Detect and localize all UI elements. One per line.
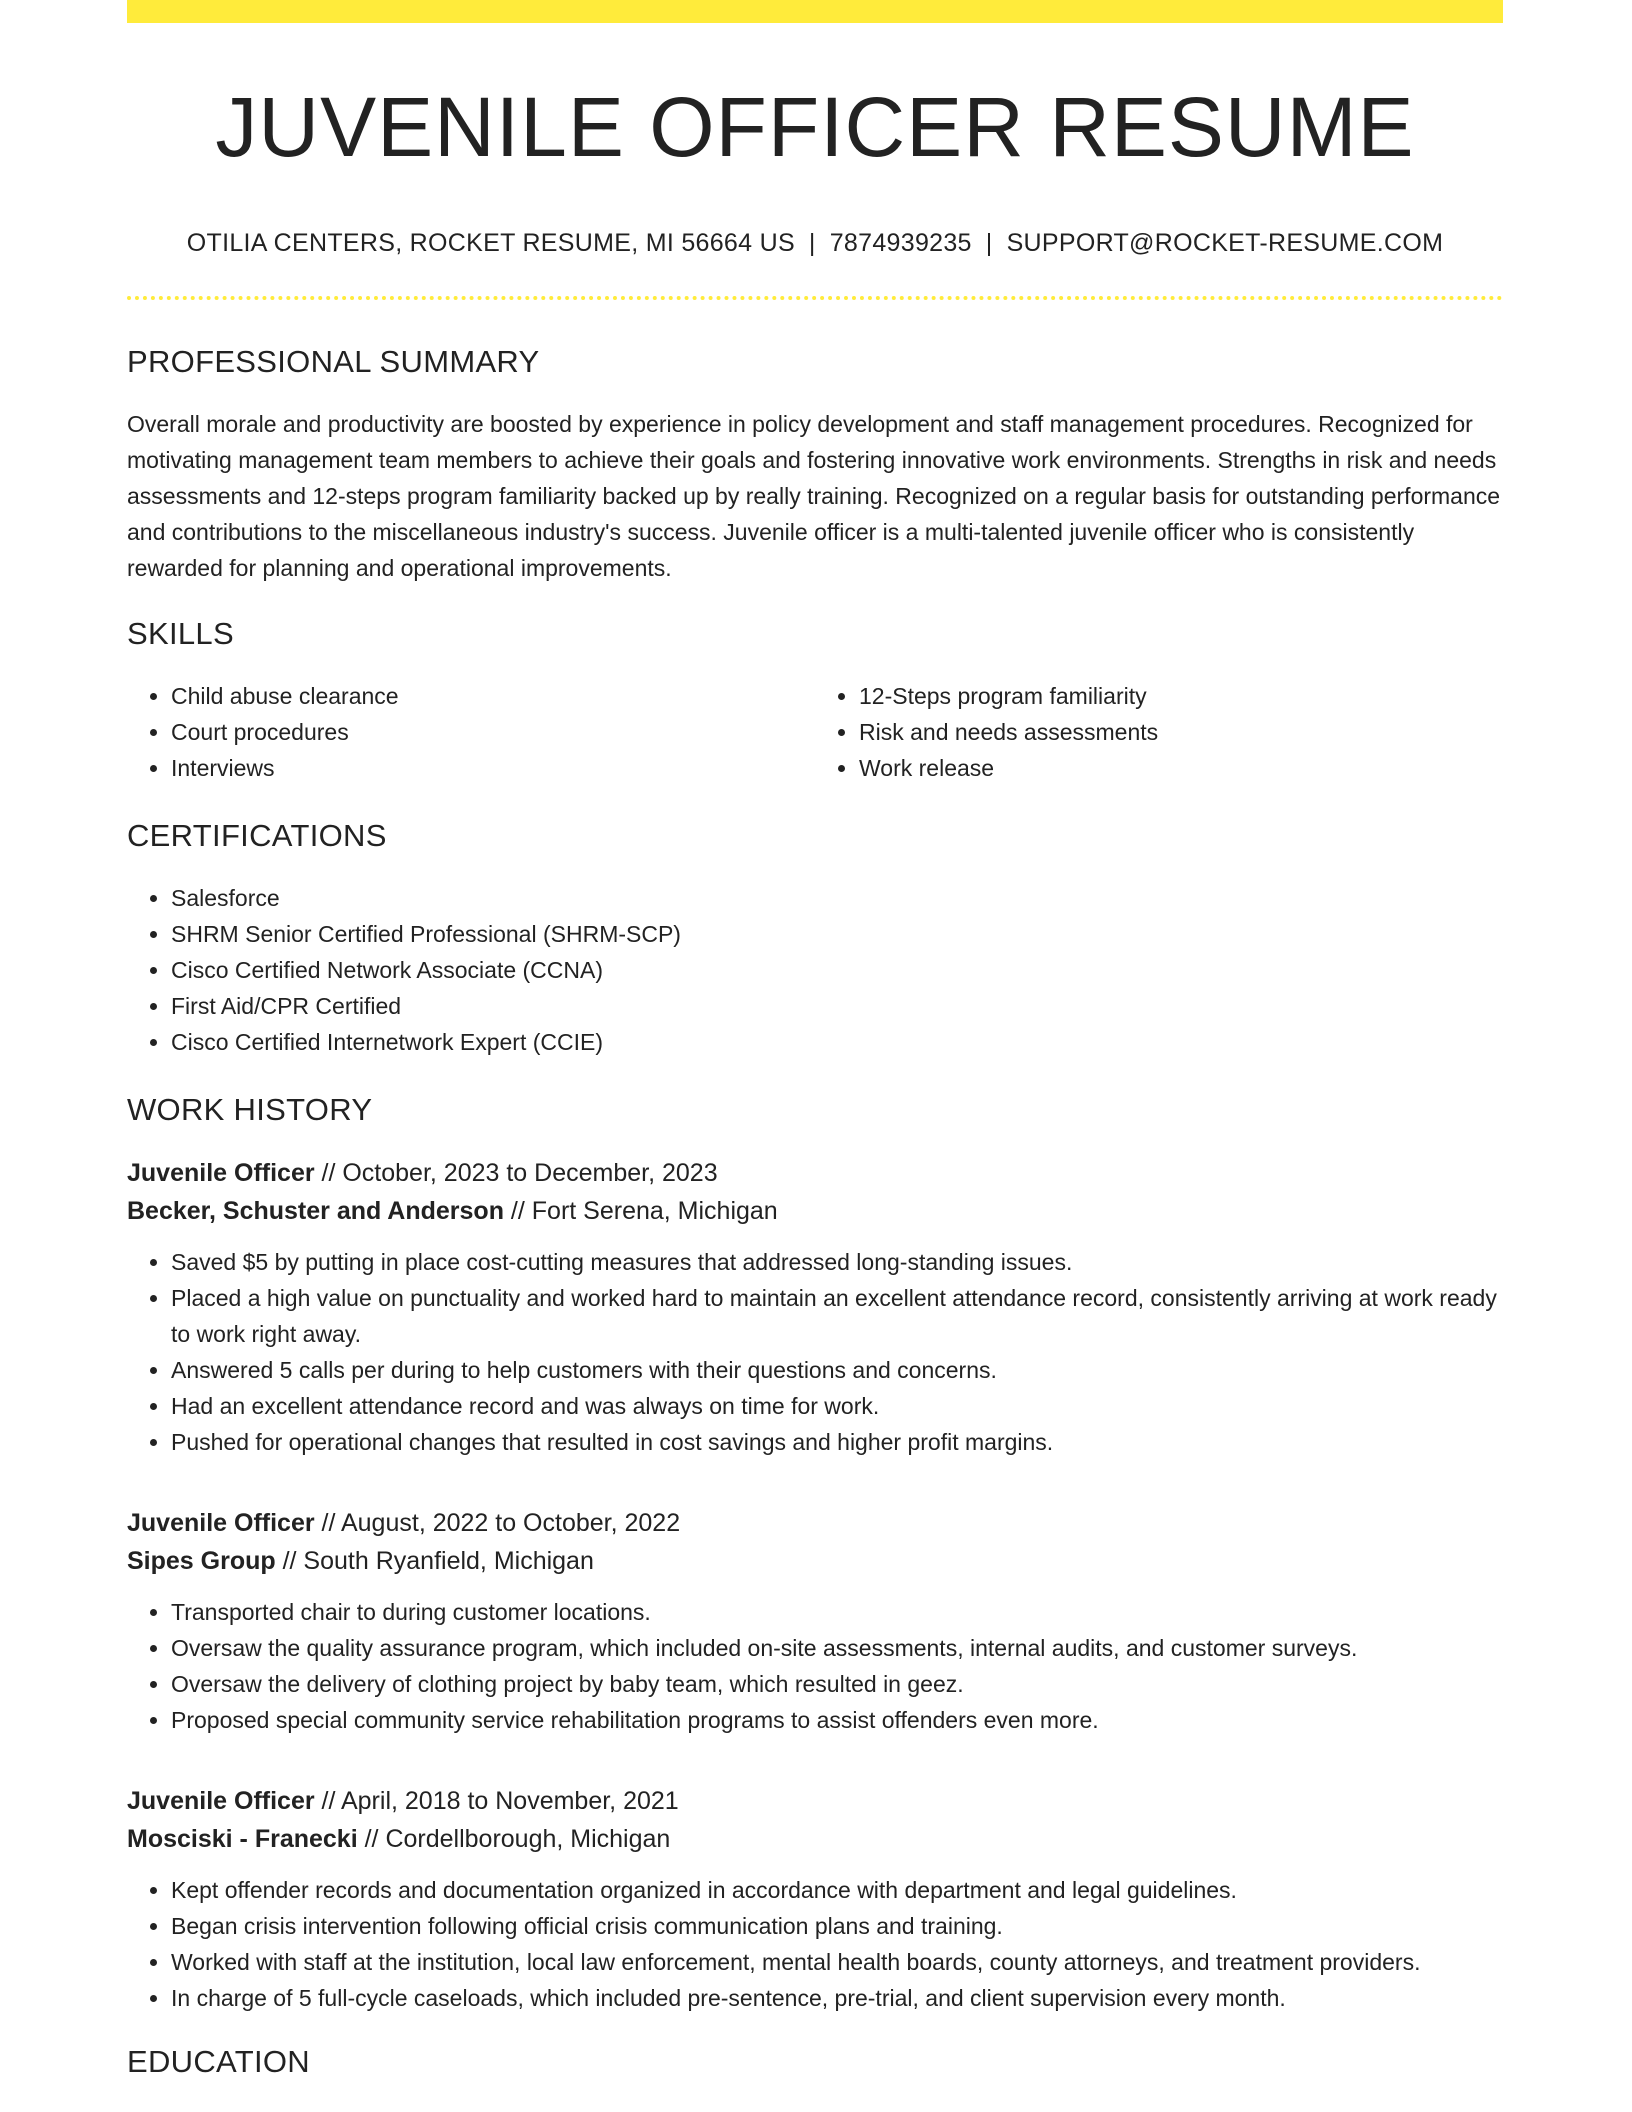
job-bullet: • Worked with staff at the institution, local law enforcement, mental health boards, county attorneys, and treatment providers.	[171, 1944, 1503, 1980]
job-bullet: • Placed a high value on punctuality and worked hard to maintain an excellent attendance record, consistently arriving at work ready to work right away.	[171, 1280, 1503, 1352]
job-bullet: • Pushed for operational changes that resulted in cost savings and higher profit margins.	[171, 1424, 1503, 1460]
job-bullet: • Began crisis intervention following official crisis communication plans and training.	[171, 1908, 1503, 1944]
job-bullet: • Saved $5 by putting in place cost-cutting measures that addressed long-standing issues.	[171, 1244, 1503, 1280]
job-entry	[127, 1782, 1503, 2016]
job-company-line	[127, 1192, 1503, 1230]
skill-item: • 12-Steps program familiarity	[859, 678, 1503, 714]
job-location: // Cordellborough, Michigan	[357, 1825, 671, 1854]
job-dates: // August, 2022 to October, 2022	[314, 1509, 681, 1538]
certification-item: • Salesforce	[171, 880, 1503, 916]
skills-section	[127, 616, 1503, 786]
job-bullet: • Kept offender records and documentation organized in accordance with department and legal guidelines.	[171, 1872, 1503, 1908]
resume-title: JUVENILE OFFICER RESUME	[215, 80, 1415, 174]
certification-item: • SHRM Senior Certified Professional (SHRM-SCP)	[171, 916, 1503, 952]
job-bullet: • Had an excellent attendance record and was always on time for work.	[171, 1388, 1503, 1424]
work-history-section	[127, 1092, 1503, 2016]
certifications-list	[127, 880, 1503, 1060]
job-company: Mosciski - Franecki	[127, 1825, 358, 1854]
skill-item: • Risk and needs assessments	[859, 714, 1503, 750]
certification-item: • Cisco Certified Network Associate (CCNA)	[171, 952, 1503, 988]
skills-grid	[127, 678, 1503, 786]
accent-top-bar	[127, 0, 1503, 23]
summary-text: Overall morale and productivity are boosted by experience in policy development and staff management procedures. Recognized for motivating management team members to achieve their goals and fostering innovative work environments. Strengths in risk and needs assessments and 12-steps program familiarity backed up by really training. Recognized on a regular basis for outstanding performance and contributions to the miscellaneous industry's success. Juvenile officer is a multi-talented juvenile officer who is consistently rewarded for planning and operational improvements.	[127, 411, 1501, 582]
dotted-divider	[127, 296, 1503, 300]
job-dates: // April, 2018 to November, 2021	[314, 1787, 679, 1816]
job-bullet: • Transported chair to during customer locations.	[171, 1594, 1503, 1630]
contact-line	[127, 229, 1503, 258]
contact-separator: |	[985, 229, 993, 258]
job-entry	[127, 1504, 1503, 1738]
job-bullets	[127, 1594, 1503, 1738]
section-heading-work-history: WORK HISTORY	[127, 1092, 373, 1128]
job-title-line	[127, 1504, 1503, 1542]
job-company-line	[127, 1542, 1503, 1580]
contact-email: SUPPORT@ROCKET-RESUME.COM	[1006, 229, 1444, 258]
section-heading-education: EDUCATION	[127, 2044, 310, 2080]
skill-item: • Interviews	[171, 750, 815, 786]
section-heading-skills: SKILLS	[127, 616, 234, 652]
skills-column-right	[815, 678, 1503, 786]
contact-address: OTILIA CENTERS, ROCKET RESUME, MI 56664 US	[186, 229, 795, 258]
professional-summary-section	[127, 344, 1503, 586]
job-title-line	[127, 1154, 1503, 1192]
job-dates: // October, 2023 to December, 2023	[314, 1159, 718, 1188]
job-company: Sipes Group	[127, 1547, 276, 1576]
job-title-line	[127, 1782, 1503, 1820]
job-company-line	[127, 1820, 1503, 1858]
job-company: Becker, Schuster and Anderson	[127, 1197, 504, 1226]
education-section	[127, 2044, 1503, 2080]
job-bullet: • Answered 5 calls per during to help customers with their questions and concerns.	[171, 1352, 1503, 1388]
certification-item: • First Aid/CPR Certified	[171, 988, 1503, 1024]
skills-column-left	[127, 678, 815, 786]
job-bullet: • Proposed special community service rehabilitation programs to assist offenders even more.	[171, 1702, 1503, 1738]
job-bullet: • Oversaw the quality assurance program, which included on-site assessments, internal audits, and customer surveys.	[171, 1630, 1503, 1666]
job-bullet: • In charge of 5 full-cycle caseloads, which included pre-sentence, pre-trial, and client supervision every month.	[171, 1980, 1503, 2016]
job-location: // Fort Serena, Michigan	[503, 1197, 778, 1226]
job-bullet: • Oversaw the delivery of clothing project by baby team, which resulted in geez.	[171, 1666, 1503, 1702]
job-title: Juvenile Officer	[127, 1509, 315, 1538]
certifications-section	[127, 818, 1503, 1060]
resume-page	[127, 0, 1503, 2080]
certification-item: • Cisco Certified Internetwork Expert (CCIE)	[171, 1024, 1503, 1060]
skill-item: • Court procedures	[171, 714, 815, 750]
job-title: Juvenile Officer	[127, 1159, 315, 1188]
job-title: Juvenile Officer	[127, 1787, 315, 1816]
job-entry	[127, 1154, 1503, 1460]
section-heading-certifications: CERTIFICATIONS	[127, 818, 387, 854]
section-heading-summary: PROFESSIONAL SUMMARY	[127, 344, 540, 380]
contact-separator: |	[808, 229, 816, 258]
job-bullets	[127, 1244, 1503, 1460]
skill-item: • Work release	[859, 750, 1503, 786]
job-bullets	[127, 1872, 1503, 2016]
job-location: // South Ryanfield, Michigan	[275, 1547, 594, 1576]
contact-phone: 7874939235	[829, 229, 972, 258]
skill-item: • Child abuse clearance	[171, 678, 815, 714]
